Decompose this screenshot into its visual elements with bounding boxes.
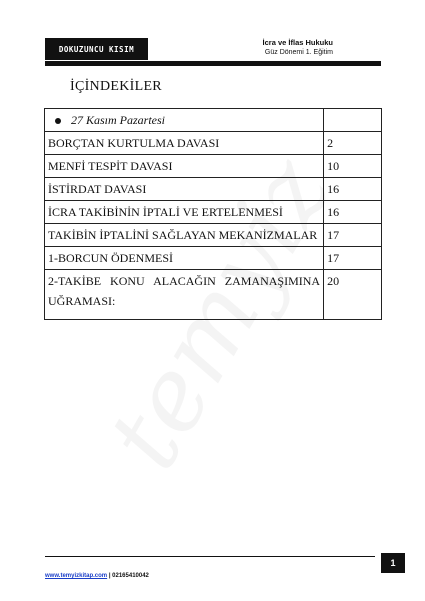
- toc-entry-page: 10: [324, 155, 382, 178]
- website-link[interactable]: www.temyizkitap.com: [45, 573, 108, 579]
- toc-entry-title[interactable]: BORÇTAN KURTULMA DAVASI: [45, 132, 324, 155]
- toc-row[interactable]: [45, 155, 382, 178]
- toc-row[interactable]: [45, 247, 382, 270]
- section-label: DOKUZUNCU KISIM: [45, 38, 148, 60]
- toc-date-cell: [45, 109, 324, 132]
- toc-heading: İÇİNDEKİLER: [70, 79, 162, 94]
- course-title: İcra ve İflas Hukuku: [262, 38, 333, 47]
- toc-date-page: [324, 109, 382, 132]
- page-number: 1: [381, 553, 405, 573]
- toc-entry-title[interactable]: İCRA TAKİBİNİN İPTALİ VE ERTELENMESİ: [45, 201, 324, 224]
- toc-date-row: [45, 109, 382, 132]
- toc-entry-page: 17: [324, 224, 382, 247]
- footer-contact: [45, 573, 149, 579]
- toc-entry-page: 2: [324, 132, 382, 155]
- term-subtitle: Güz Dönemi 1. Eğitim: [264, 49, 333, 56]
- toc-entry-title[interactable]: TAKİBİN İPTALİNİ SAĞLAYAN MEKANİZMALAR: [45, 224, 324, 247]
- toc-row[interactable]: [45, 178, 382, 201]
- toc-entry-page: 16: [324, 201, 382, 224]
- toc-row[interactable]: [45, 270, 382, 320]
- toc-date-label: 27 Kasım Pazartesi: [71, 113, 166, 127]
- toc-entry-title[interactable]: 1-BORCUN ÖDENMESİ: [45, 247, 324, 270]
- toc-entry-title[interactable]: İSTİRDAT DAVASI: [45, 178, 324, 201]
- toc-entry-page: 20: [324, 270, 382, 320]
- footer-separator: |: [108, 573, 111, 579]
- toc-entry-page: 17: [324, 247, 382, 270]
- toc-table: [44, 108, 382, 320]
- phone-number: 02165410042: [112, 573, 149, 579]
- toc-row[interactable]: [45, 201, 382, 224]
- footer-rule: [45, 556, 375, 557]
- toc-row[interactable]: [45, 224, 382, 247]
- toc-entry-title[interactable]: MENFİ TESPİT DAVASI: [45, 155, 324, 178]
- bullet-icon: [55, 118, 61, 124]
- header-rule: [45, 61, 381, 66]
- toc-entry-title[interactable]: 2-TAKİBE KONU ALACAĞIN ZAMANAŞIMINA UĞRAMASI:: [45, 270, 324, 320]
- toc-row[interactable]: [45, 132, 382, 155]
- toc-entry-page: 16: [324, 178, 382, 201]
